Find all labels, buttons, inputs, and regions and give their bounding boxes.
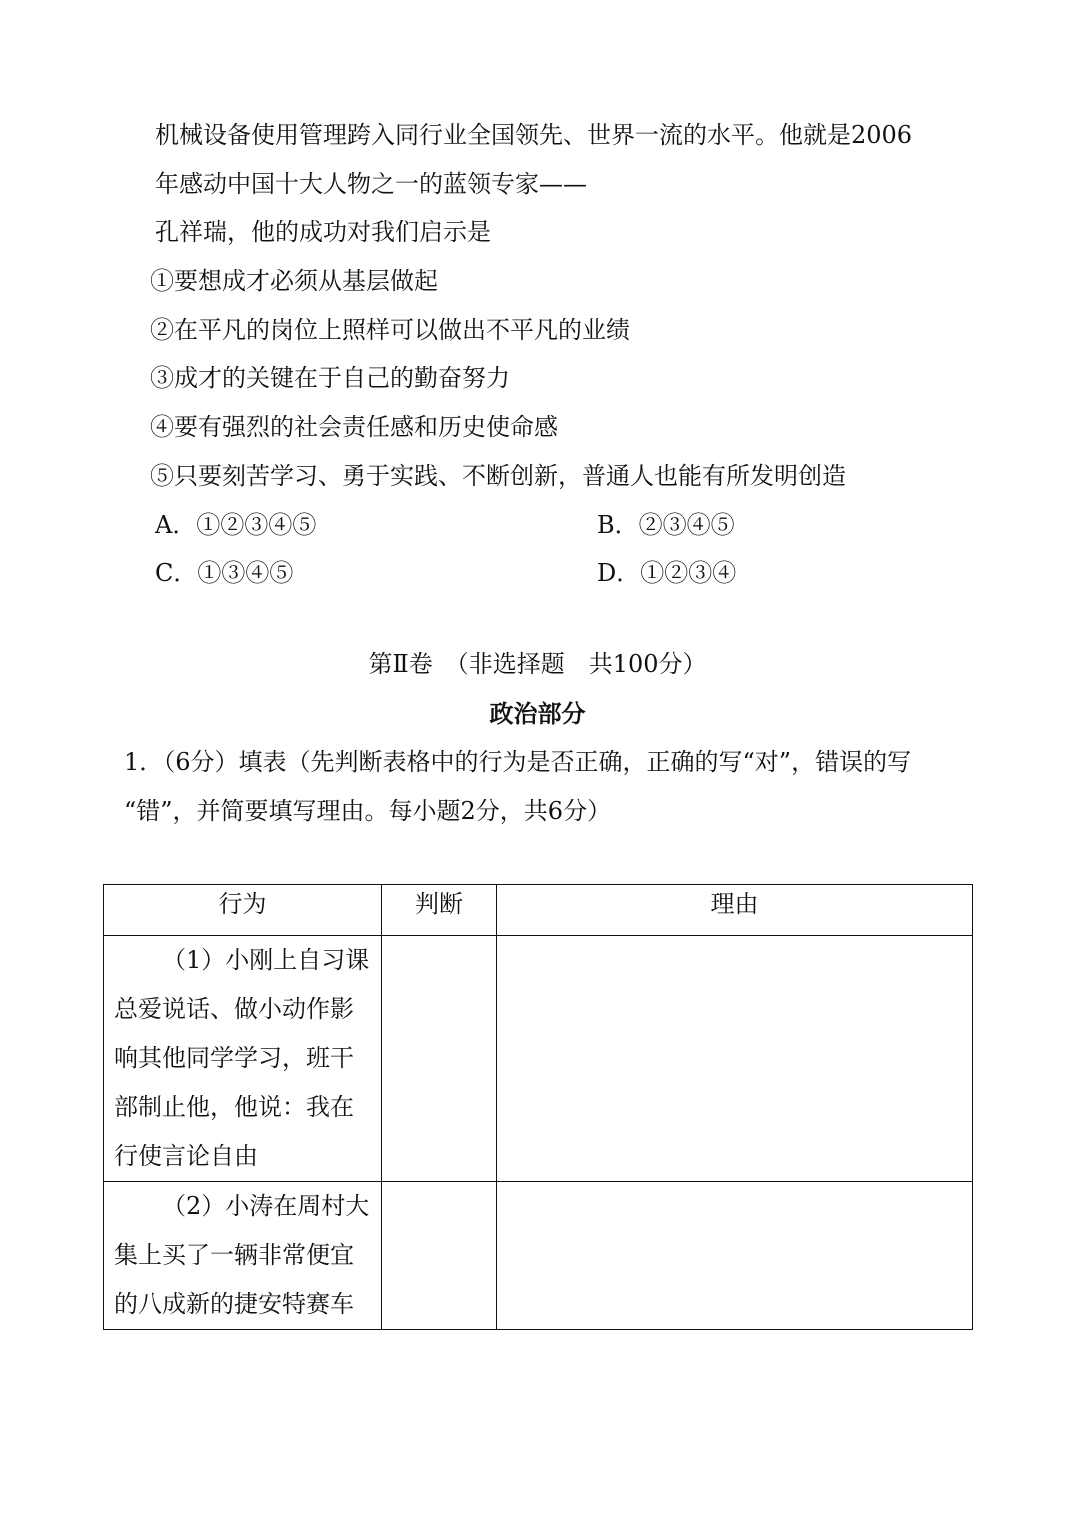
behavior-text: （1）小刚上自习课总爱说话、做小动作影响其他同学学习，班干部制止他，他说：我在行使言论自由 <box>114 946 370 1170</box>
header-judgment: 判断 <box>382 885 497 936</box>
header-behavior: 行为 <box>104 885 382 936</box>
question-stem-line-1: 机械设备使用管理跨入同行业全国领先、世界一流的水平。他就是2006 <box>155 121 913 149</box>
question-stem-line-3: 孔祥瑞，他的成功对我们启示是 <box>155 218 491 246</box>
header-reason: 理由 <box>497 885 973 936</box>
judgment-cell[interactable] <box>382 1182 497 1330</box>
question-1-line-2: “错”，并简要填写理由。每小题2分，共6分） <box>124 797 612 825</box>
behavior-text: （2）小涛在周村大集上买了一辆非常便宜的八成新的捷安特赛车 <box>114 1192 370 1318</box>
option-d: D．①②③④ <box>597 559 737 587</box>
option-c: C．①③④⑤ <box>155 559 294 587</box>
statement-3: ③成才的关键在于自己的勤奋努力 <box>150 364 510 392</box>
option-a: A．①②③④⑤ <box>155 511 317 539</box>
table-header-row <box>104 885 973 936</box>
answer-table <box>103 884 973 1330</box>
section-title: 第Ⅱ卷 （非选择题 共100分） <box>368 650 707 678</box>
judgment-cell[interactable] <box>382 936 497 1182</box>
statement-1: ①要想成才必须从基层做起 <box>150 267 438 295</box>
behavior-cell <box>104 936 382 1182</box>
option-b: B．②③④⑤ <box>597 511 735 539</box>
statement-5: ⑤只要刻苦学习、勇于实践、不断创新，普通人也能有所发明创造 <box>150 462 846 490</box>
question-1-line-1: 1．（6分）填表（先判断表格中的行为是否正确，正确的写“对”，错误的写 <box>124 748 912 776</box>
statement-4: ④要有强烈的社会责任感和历史使命感 <box>150 413 558 441</box>
behavior-cell <box>104 1182 382 1330</box>
question-stem-line-2: 年感动中国十大人物之一的蓝领专家—— <box>155 170 587 198</box>
table-row <box>104 936 973 1182</box>
reason-cell[interactable] <box>497 1182 973 1330</box>
statement-2: ②在平凡的岗位上照样可以做出不平凡的业绩 <box>150 316 630 344</box>
section-subtitle: 政治部分 <box>489 699 586 728</box>
reason-cell[interactable] <box>497 936 973 1182</box>
table-row <box>104 1182 973 1330</box>
